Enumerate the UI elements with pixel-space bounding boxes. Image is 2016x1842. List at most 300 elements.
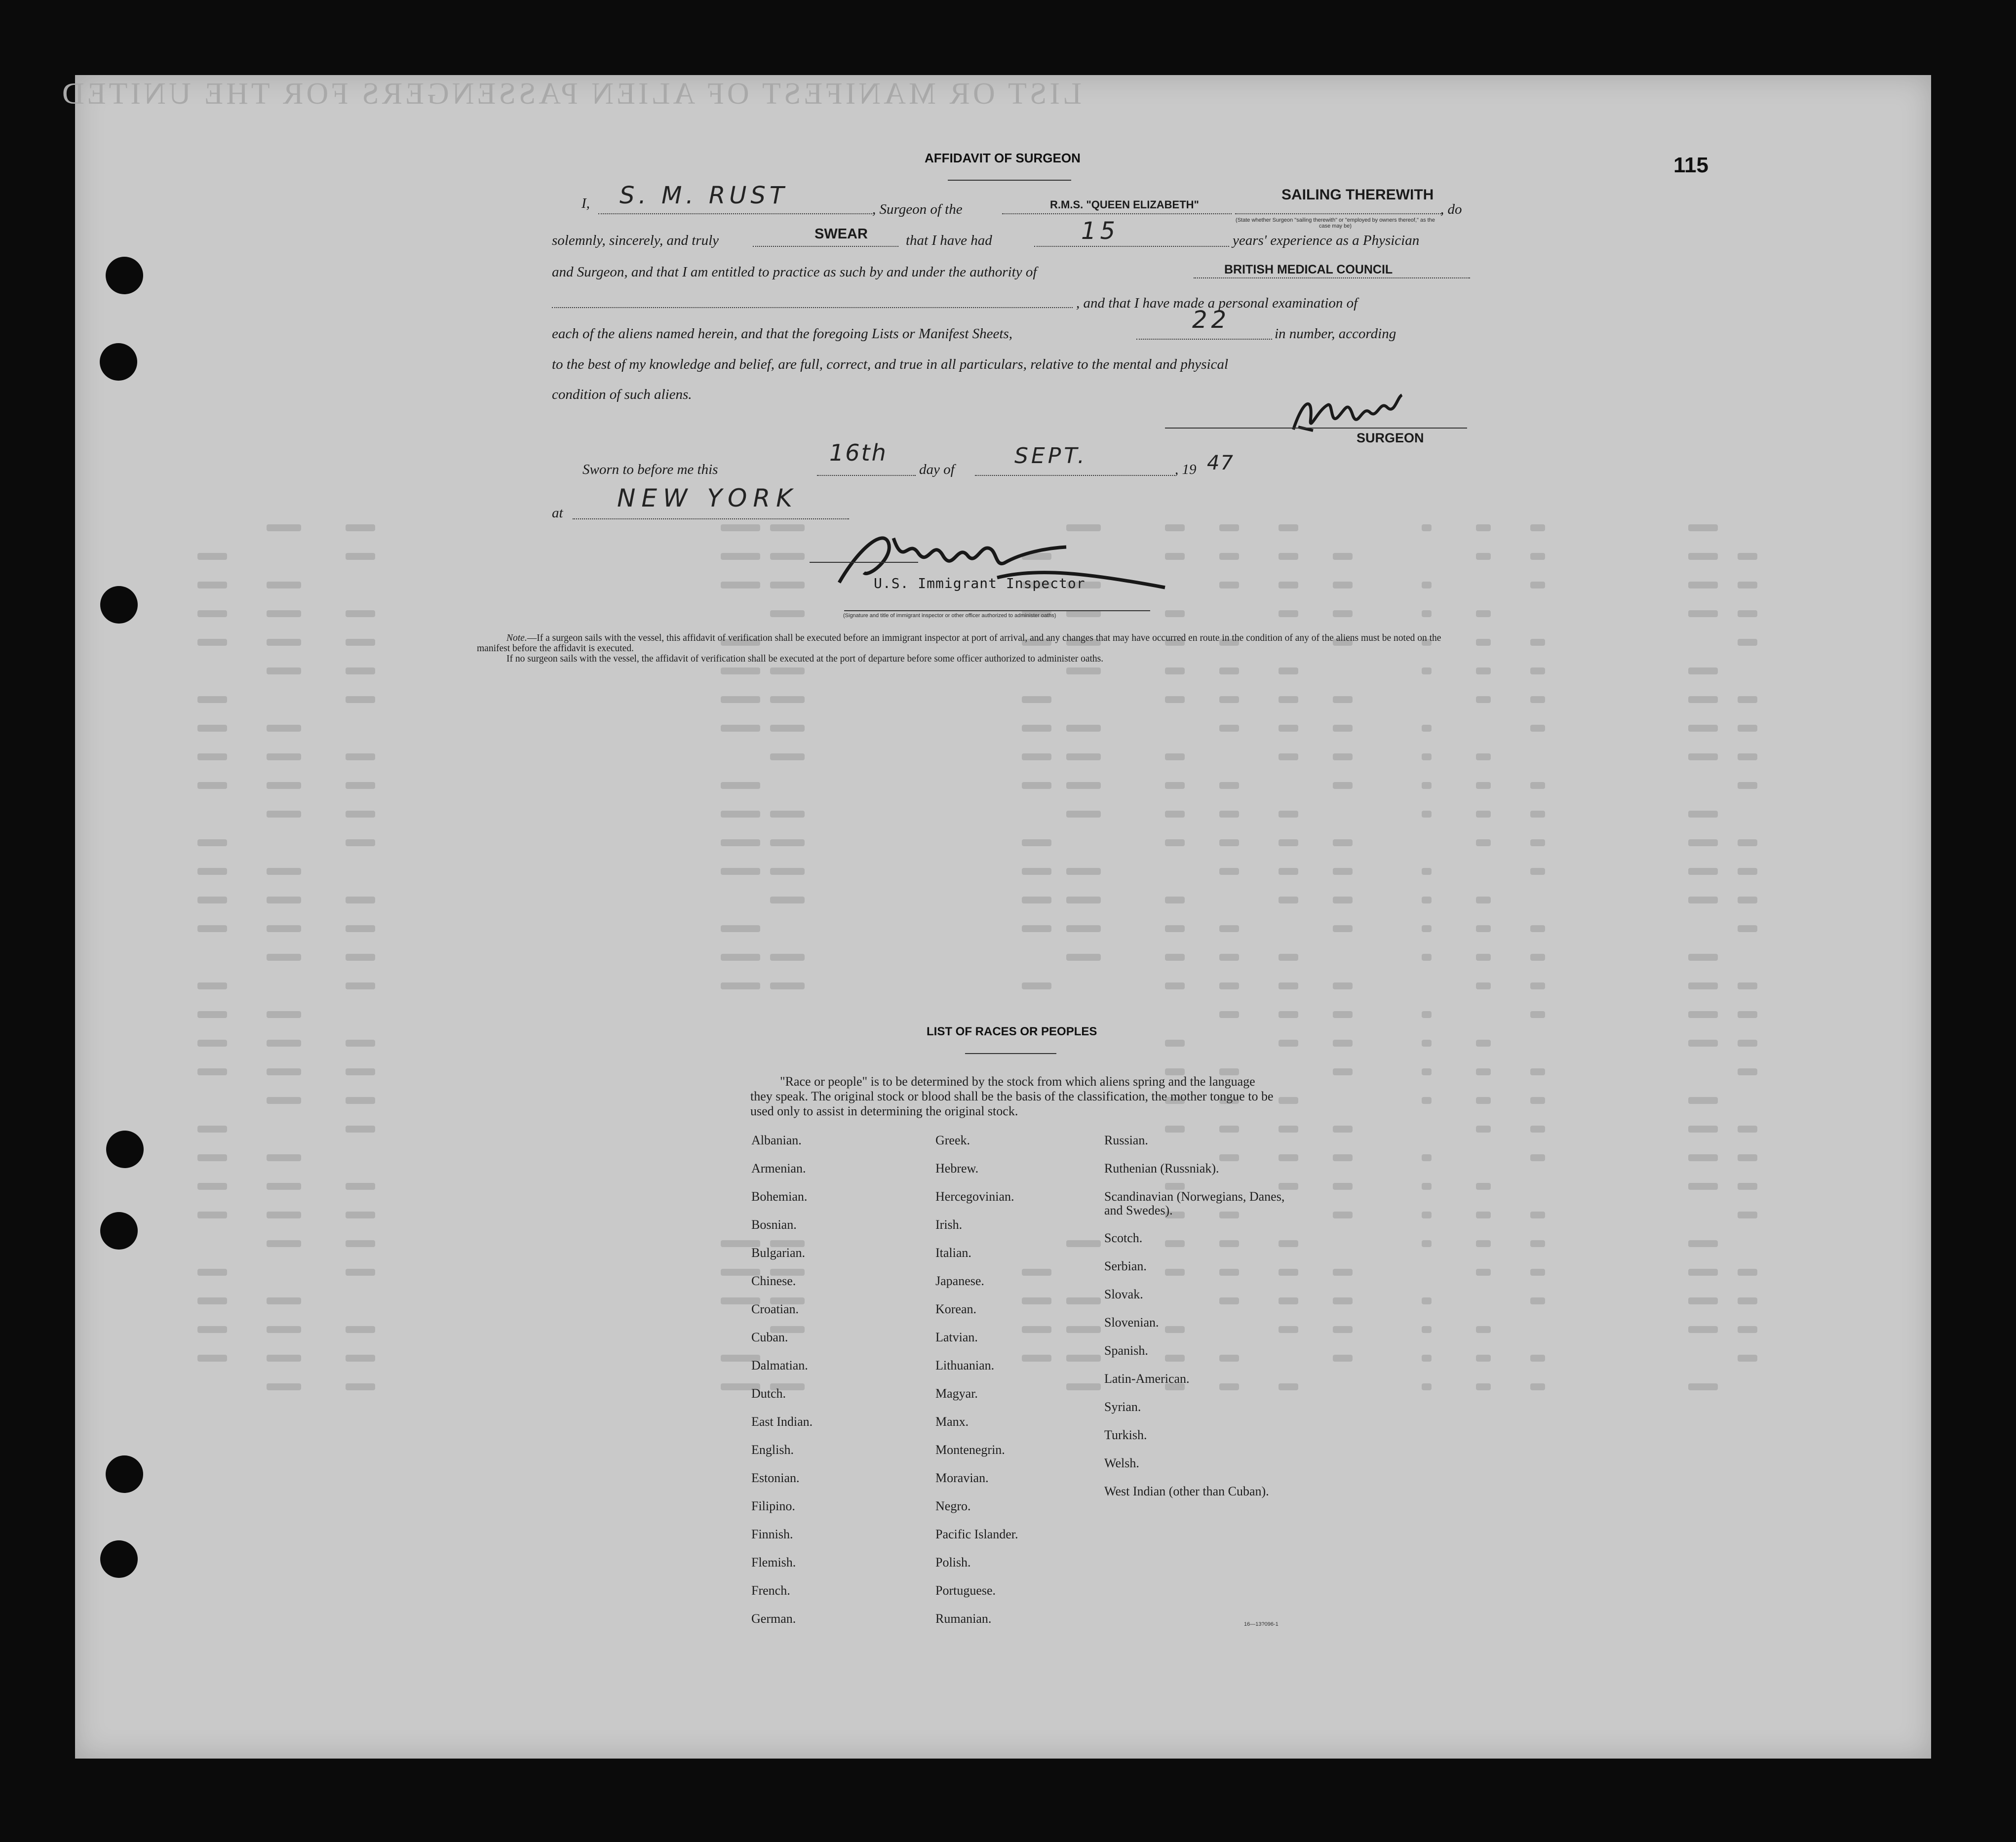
ghost-mark [1688, 982, 1718, 989]
ghost-mark [1422, 1068, 1432, 1075]
ghost-mark [346, 1355, 375, 1362]
line1-rule-a [598, 213, 872, 214]
ghost-mark [1066, 1383, 1101, 1390]
ghost-mark [1476, 1212, 1491, 1218]
ghost-mark [1688, 725, 1718, 732]
ghost-mark [721, 782, 760, 789]
ghost-mark [1476, 524, 1491, 531]
ghost-mark [267, 1355, 301, 1362]
ghost-mark [1476, 553, 1491, 560]
ghost-mark [1165, 753, 1185, 760]
race-item: Chinese. [751, 1274, 796, 1288]
note-label: Note. [506, 633, 527, 643]
ghost-mark [1476, 982, 1491, 989]
ghost-mark [1476, 811, 1491, 818]
ghost-mark [1279, 897, 1298, 903]
ghost-mark [1422, 811, 1432, 818]
sworn-month: SEPT. [1014, 443, 1087, 469]
ghost-mark [1422, 1040, 1432, 1047]
vessel-name: R.M.S. "QUEEN ELIZABETH" [1050, 198, 1199, 211]
ghost-mark [1688, 553, 1718, 560]
ghost-mark [346, 1240, 375, 1247]
ghost-mark [267, 610, 301, 617]
race-item: Portuguese. [935, 1583, 996, 1598]
ghost-mark [1422, 1297, 1432, 1304]
ghost-mark [770, 725, 805, 732]
ghost-mark [1476, 782, 1491, 789]
ghost-mark [1333, 696, 1353, 703]
ghost-mark [1530, 1154, 1545, 1161]
ghost-mark [346, 839, 375, 846]
ghost-mark [770, 696, 805, 703]
race-item: German. [751, 1611, 796, 1626]
ghost-mark [1333, 1011, 1353, 1018]
line4-rule [552, 307, 1073, 308]
ghost-mark [1279, 1097, 1298, 1104]
race-item: Slovak. [1104, 1287, 1143, 1301]
ghost-mark [1530, 725, 1545, 732]
race-item: Hercegovinian. [935, 1189, 1014, 1204]
ghost-mark [1333, 1212, 1353, 1218]
races-column-3 [1104, 1134, 1287, 1512]
sworn-month-rule [975, 475, 1175, 476]
race-item: Russian. [1104, 1133, 1148, 1147]
ghost-mark [1738, 1011, 1757, 1018]
ghost-mark [346, 610, 375, 617]
races-intro: "Race or people" is to be determined by the stock from which aliens spring and the language they speak. The original stock or blood shall be the basis of the classification, the mother tongue to be used only to assist in determining the original stock. [750, 1074, 1274, 1118]
ghost-mark [721, 839, 760, 846]
ghost-mark [770, 982, 805, 989]
ghost-mark [1279, 839, 1298, 846]
ghost-mark [1333, 753, 1353, 760]
race-item: Dutch. [751, 1386, 786, 1401]
years-experience: 15 [1081, 217, 1120, 245]
ghost-mark [1219, 925, 1239, 932]
race-item: Moravian. [935, 1471, 989, 1485]
ghost-mark [1066, 1326, 1101, 1333]
race-item: Syrian. [1104, 1400, 1141, 1414]
ghost-mark [267, 1297, 301, 1304]
line3-prefix: and Surgeon, and that I am entitled to practice as such by and under the authority of [552, 264, 1037, 280]
ghost-mark [1476, 1326, 1491, 1333]
ghost-mark [1530, 1097, 1545, 1104]
at-prefix: at [552, 505, 563, 521]
ghost-mark [197, 1068, 227, 1075]
ghost-mark [1165, 610, 1185, 617]
ghost-mark [267, 925, 301, 932]
line2-mid: that I have had [906, 233, 992, 248]
race-item: Scandinavian (Norwegians, Danes, and Swedes). [1104, 1189, 1285, 1217]
race-item: Turkish. [1104, 1428, 1147, 1442]
ghost-mark [1422, 868, 1432, 875]
ghost-mark [1422, 897, 1432, 903]
ghost-mark [1333, 1326, 1353, 1333]
ghost-mark [1738, 1269, 1757, 1276]
ghost-mark [1165, 954, 1185, 961]
ghost-mark [1333, 1297, 1353, 1304]
ghost-mark [1530, 868, 1545, 875]
ghost-mark [1738, 582, 1757, 588]
ghost-mark [1476, 610, 1491, 617]
ghost-mark [1688, 1040, 1718, 1047]
ghost-mark [1219, 811, 1239, 818]
ghost-mark [1476, 925, 1491, 932]
ghost-mark [1476, 1383, 1491, 1390]
ghost-mark [1738, 782, 1757, 789]
ghost-mark [1738, 897, 1757, 903]
ghost-mark [1219, 696, 1239, 703]
ghost-mark [1688, 1183, 1718, 1190]
ghost-mark [1422, 1011, 1432, 1018]
licensing-authority: BRITISH MEDICAL COUNCIL [1224, 263, 1393, 276]
ghost-mark [197, 1326, 227, 1333]
sworn-day-rule [817, 475, 916, 476]
ghost-mark [721, 696, 760, 703]
ghost-mark [1279, 553, 1298, 560]
ghost-mark [267, 897, 301, 903]
ghost-mark [197, 839, 227, 846]
ghost-mark [770, 839, 805, 846]
ghost-mark [1688, 1126, 1718, 1133]
ghost-mark [1165, 897, 1185, 903]
line2-prefix: solemnly, sincerely, and truly [552, 233, 719, 248]
ghost-mark [1279, 954, 1298, 961]
ghost-mark [1422, 1240, 1432, 1247]
ghost-mark [1422, 582, 1432, 588]
oath-word: SWEAR [814, 226, 868, 242]
line1-rule-c [1235, 213, 1442, 214]
inspector-title-line [844, 610, 1150, 611]
race-item: Welsh. [1104, 1456, 1139, 1470]
line2-suffix: years' experience as a Physician [1233, 233, 1420, 248]
line5-rule [1136, 339, 1272, 340]
ghost-mark [770, 811, 805, 818]
ghost-mark [1066, 897, 1101, 903]
race-item: Bosnian. [751, 1217, 797, 1232]
ghost-mark [1476, 696, 1491, 703]
ghost-mark [267, 1326, 301, 1333]
race-item: Latin-American. [1104, 1372, 1190, 1386]
status-note: (State whether Surgeon "sailing therewith" or "employed by owners thereof," as the case may be) [1236, 217, 1435, 229]
ghost-mark [197, 582, 227, 588]
punch-hole [100, 1212, 138, 1250]
surgeon-label: SURGEON [1357, 431, 1424, 445]
ghost-mark [1165, 925, 1185, 932]
ghost-mark [1279, 811, 1298, 818]
ghost-mark [1476, 1126, 1491, 1133]
ghost-mark [1688, 954, 1718, 961]
ghost-mark [1219, 667, 1239, 674]
ghost-mark [346, 1097, 375, 1104]
ghost-mark [267, 1212, 301, 1218]
ghost-mark [1279, 524, 1298, 531]
race-item: Rumanian. [935, 1611, 992, 1626]
ghost-mark [1476, 1269, 1491, 1276]
ghost-mark [1688, 1297, 1718, 1304]
race-item: Greek. [935, 1133, 970, 1147]
ghost-mark [1422, 782, 1432, 789]
ghost-mark [1066, 954, 1101, 961]
ghost-mark [1219, 982, 1239, 989]
ghost-mark [346, 925, 375, 932]
ghost-mark [1476, 1097, 1491, 1104]
ghost-mark [1066, 811, 1101, 818]
ghost-mark [1022, 839, 1051, 846]
ghost-mark [1738, 1326, 1757, 1333]
ghost-mark [1333, 582, 1353, 588]
ghost-mark [1022, 1326, 1051, 1333]
race-item: Lithuanian. [935, 1358, 995, 1372]
ghost-mark [1476, 667, 1491, 674]
ghost-mark [267, 811, 301, 818]
line6: to the best of my knowledge and belief, are full, correct, and true in all particulars, relative to the mental and physical [552, 356, 1229, 372]
race-item: Flemish. [751, 1555, 796, 1569]
ghost-mark [1476, 954, 1491, 961]
ghost-mark [1688, 1011, 1718, 1018]
race-item: Japanese. [935, 1274, 984, 1288]
ghost-mark [346, 1183, 375, 1190]
ghost-mark [1738, 1126, 1757, 1133]
ghost-mark [197, 696, 227, 703]
ghost-mark [1476, 1240, 1491, 1247]
ghost-mark [1333, 1269, 1353, 1276]
ghost-mark [1165, 982, 1185, 989]
ghost-mark [770, 610, 805, 617]
ghost-mark [1022, 753, 1051, 760]
ghost-mark [1422, 925, 1432, 932]
ghost-mark [770, 897, 805, 903]
race-item: Latvian. [935, 1330, 978, 1344]
ghost-mark [267, 1383, 301, 1390]
race-item: Spanish. [1104, 1343, 1148, 1358]
ghost-mark [267, 868, 301, 875]
ghost-mark [1279, 667, 1298, 674]
ghost-mark [1333, 610, 1353, 617]
ghost-mark [1688, 897, 1718, 903]
ghost-mark [1422, 1183, 1432, 1190]
ghost-mark [1688, 1154, 1718, 1161]
line2-rule-b [1034, 246, 1229, 247]
ghost-mark [1530, 1355, 1545, 1362]
punch-hole [106, 1455, 143, 1493]
ghost-mark [770, 753, 805, 760]
ghost-mark [346, 667, 375, 674]
ghost-mark [1333, 897, 1353, 903]
ghost-mark [1688, 1383, 1718, 1390]
race-item: Estonian. [751, 1471, 800, 1485]
ghost-mark [1530, 925, 1545, 932]
ghost-mark [1530, 1269, 1545, 1276]
line2-rule-a [753, 246, 898, 247]
ghost-mark [1738, 753, 1757, 760]
line4-suffix: , and that I have made a personal examination of [1076, 295, 1358, 311]
ghost-mark [1530, 639, 1545, 646]
ghost-mark [197, 1154, 227, 1161]
ghost-mark [1333, 839, 1353, 846]
ghost-mark [267, 1097, 301, 1104]
ghost-mark [1738, 639, 1757, 646]
punch-hole [100, 343, 137, 381]
ghost-mark [346, 811, 375, 818]
ghost-mark [1022, 868, 1051, 875]
ghost-mark [1279, 1011, 1298, 1018]
ghost-mark [1165, 696, 1185, 703]
ghost-mark [267, 1040, 301, 1047]
ghost-mark [346, 1269, 375, 1276]
ghost-mark [267, 1240, 301, 1247]
ghost-mark [1422, 1355, 1432, 1362]
ghost-mark [1530, 982, 1545, 989]
ghost-mark [1219, 954, 1239, 961]
ghost-mark [1422, 1383, 1432, 1390]
ghost-mark [267, 782, 301, 789]
ghost-mark [1422, 1097, 1432, 1104]
ghost-mark [1219, 725, 1239, 732]
ghost-mark [197, 925, 227, 932]
ghost-mark [267, 667, 301, 674]
ghost-mark [1219, 839, 1239, 846]
ghost-mark [1333, 1040, 1353, 1047]
ghost-mark [1738, 1154, 1757, 1161]
ghost-mark [346, 753, 375, 760]
ghost-mark [1530, 1068, 1545, 1075]
punch-hole [106, 1131, 144, 1168]
ghost-mark [1022, 925, 1051, 932]
ghost-mark [1530, 667, 1545, 674]
ghost-mark [1738, 982, 1757, 989]
ghost-mark [1530, 1240, 1545, 1247]
race-item: Bohemian. [751, 1189, 808, 1204]
ghost-mark [1279, 1126, 1298, 1133]
ghost-mark [267, 954, 301, 961]
ghost-mark [1333, 1355, 1353, 1362]
races-column-1 [751, 1134, 813, 1640]
ghost-mark [1333, 782, 1353, 789]
ghost-mark [721, 667, 760, 674]
ghost-mark [346, 1068, 375, 1075]
race-item: Negro. [935, 1499, 971, 1513]
race-item: Croatian. [751, 1302, 799, 1316]
note-paragraph-1 [477, 633, 1476, 654]
ghost-mark [1476, 1068, 1491, 1075]
ghost-mark [1530, 1126, 1545, 1133]
ghost-mark [1279, 582, 1298, 588]
race-item: Polish. [935, 1555, 971, 1569]
ghost-mark [1165, 811, 1185, 818]
ghost-mark [267, 1183, 301, 1190]
ghost-mark [1530, 1212, 1545, 1218]
ghost-mark [267, 639, 301, 646]
ghost-mark [346, 954, 375, 961]
ghost-mark [197, 639, 227, 646]
ghost-mark [1022, 1355, 1051, 1362]
ghost-mark [1219, 782, 1239, 789]
ghost-mark [1530, 839, 1545, 846]
ghost-mark [267, 582, 301, 588]
ghost-mark [1530, 582, 1545, 588]
race-item: Magyar. [935, 1386, 978, 1401]
ghost-mark [1333, 868, 1353, 875]
ghost-mark [1165, 839, 1185, 846]
ghost-mark [197, 1011, 227, 1018]
ghost-mark [721, 868, 760, 875]
ghost-mark [1530, 1383, 1545, 1390]
ghost-mark [267, 1154, 301, 1161]
ghost-mark [1530, 696, 1545, 703]
ghost-mark [1738, 1212, 1757, 1218]
races-column-2 [935, 1134, 1018, 1640]
ghost-mark [346, 897, 375, 903]
ghost-mark [1688, 696, 1718, 703]
ghost-mark [1738, 1040, 1757, 1047]
ghost-mark [197, 1355, 227, 1362]
ghost-mark [1165, 782, 1185, 789]
ghost-mark [1530, 553, 1545, 560]
ghost-mark [1738, 1068, 1757, 1075]
ghost-mark [1422, 725, 1432, 732]
ghost-mark [1422, 954, 1432, 961]
line5-suffix: in number, according [1275, 326, 1396, 342]
surgeon-name: S. M. RUST [620, 182, 788, 209]
race-item: East Indian. [751, 1414, 813, 1429]
ghost-mark [1279, 1040, 1298, 1047]
race-item: Filipino. [751, 1499, 795, 1513]
inspector-title: U.S. Immigrant Inspector [874, 575, 1086, 591]
ghost-mark [721, 982, 760, 989]
race-item: Montenegrin. [935, 1443, 1005, 1457]
ghost-mark [1688, 1326, 1718, 1333]
ghost-mark [1738, 1297, 1757, 1304]
surgeon-status: SAILING THEREWITH [1281, 187, 1434, 203]
ghost-mark [1688, 868, 1718, 875]
line5-prefix: each of the aliens named herein, and that the foregoing Lists or Manifest Sheets, [552, 326, 1012, 342]
ghost-mark [1688, 753, 1718, 760]
race-item: Scotch. [1104, 1231, 1143, 1245]
ghost-mark [197, 1040, 227, 1047]
ghost-mark [197, 1126, 227, 1133]
at-rule [573, 518, 849, 519]
note-paragraph-2: If no surgeon sails with the vessel, the affidavit of verification shall be executed at the port of departure before some officer authorized to administer oaths. [506, 654, 1104, 664]
ghost-mark [1530, 524, 1545, 531]
affidavit-note [477, 633, 1476, 664]
bleed-through-title: LIST OR MANIFEST OF ALIEN PASSENGERS FOR THE UNITED [59, 77, 1082, 111]
race-item: Manx. [935, 1414, 969, 1429]
ghost-mark [721, 811, 760, 818]
punch-hole [100, 586, 138, 624]
race-item: Slovenian. [1104, 1315, 1159, 1330]
ghost-mark [1422, 1326, 1432, 1333]
race-item: Pacific Islander. [935, 1527, 1018, 1541]
ghost-mark [1422, 1154, 1432, 1161]
race-item: Irish. [935, 1217, 963, 1232]
race-item: English. [751, 1443, 794, 1457]
ghost-mark [1422, 753, 1432, 760]
ghost-mark [1165, 1126, 1185, 1133]
race-item: Korean. [935, 1302, 977, 1316]
ghost-mark [721, 553, 760, 560]
ghost-mark [1738, 868, 1757, 875]
ghost-mark [197, 868, 227, 875]
ghost-mark [1688, 667, 1718, 674]
ghost-mark [1279, 696, 1298, 703]
ghost-mark [770, 954, 805, 961]
ghost-mark [1165, 667, 1185, 674]
ghost-mark [770, 524, 805, 531]
sworn-sep: , 19 [1175, 462, 1197, 477]
ghost-mark [267, 1068, 301, 1075]
sworn-day: 16th [829, 439, 888, 466]
ghost-mark [1279, 610, 1298, 617]
